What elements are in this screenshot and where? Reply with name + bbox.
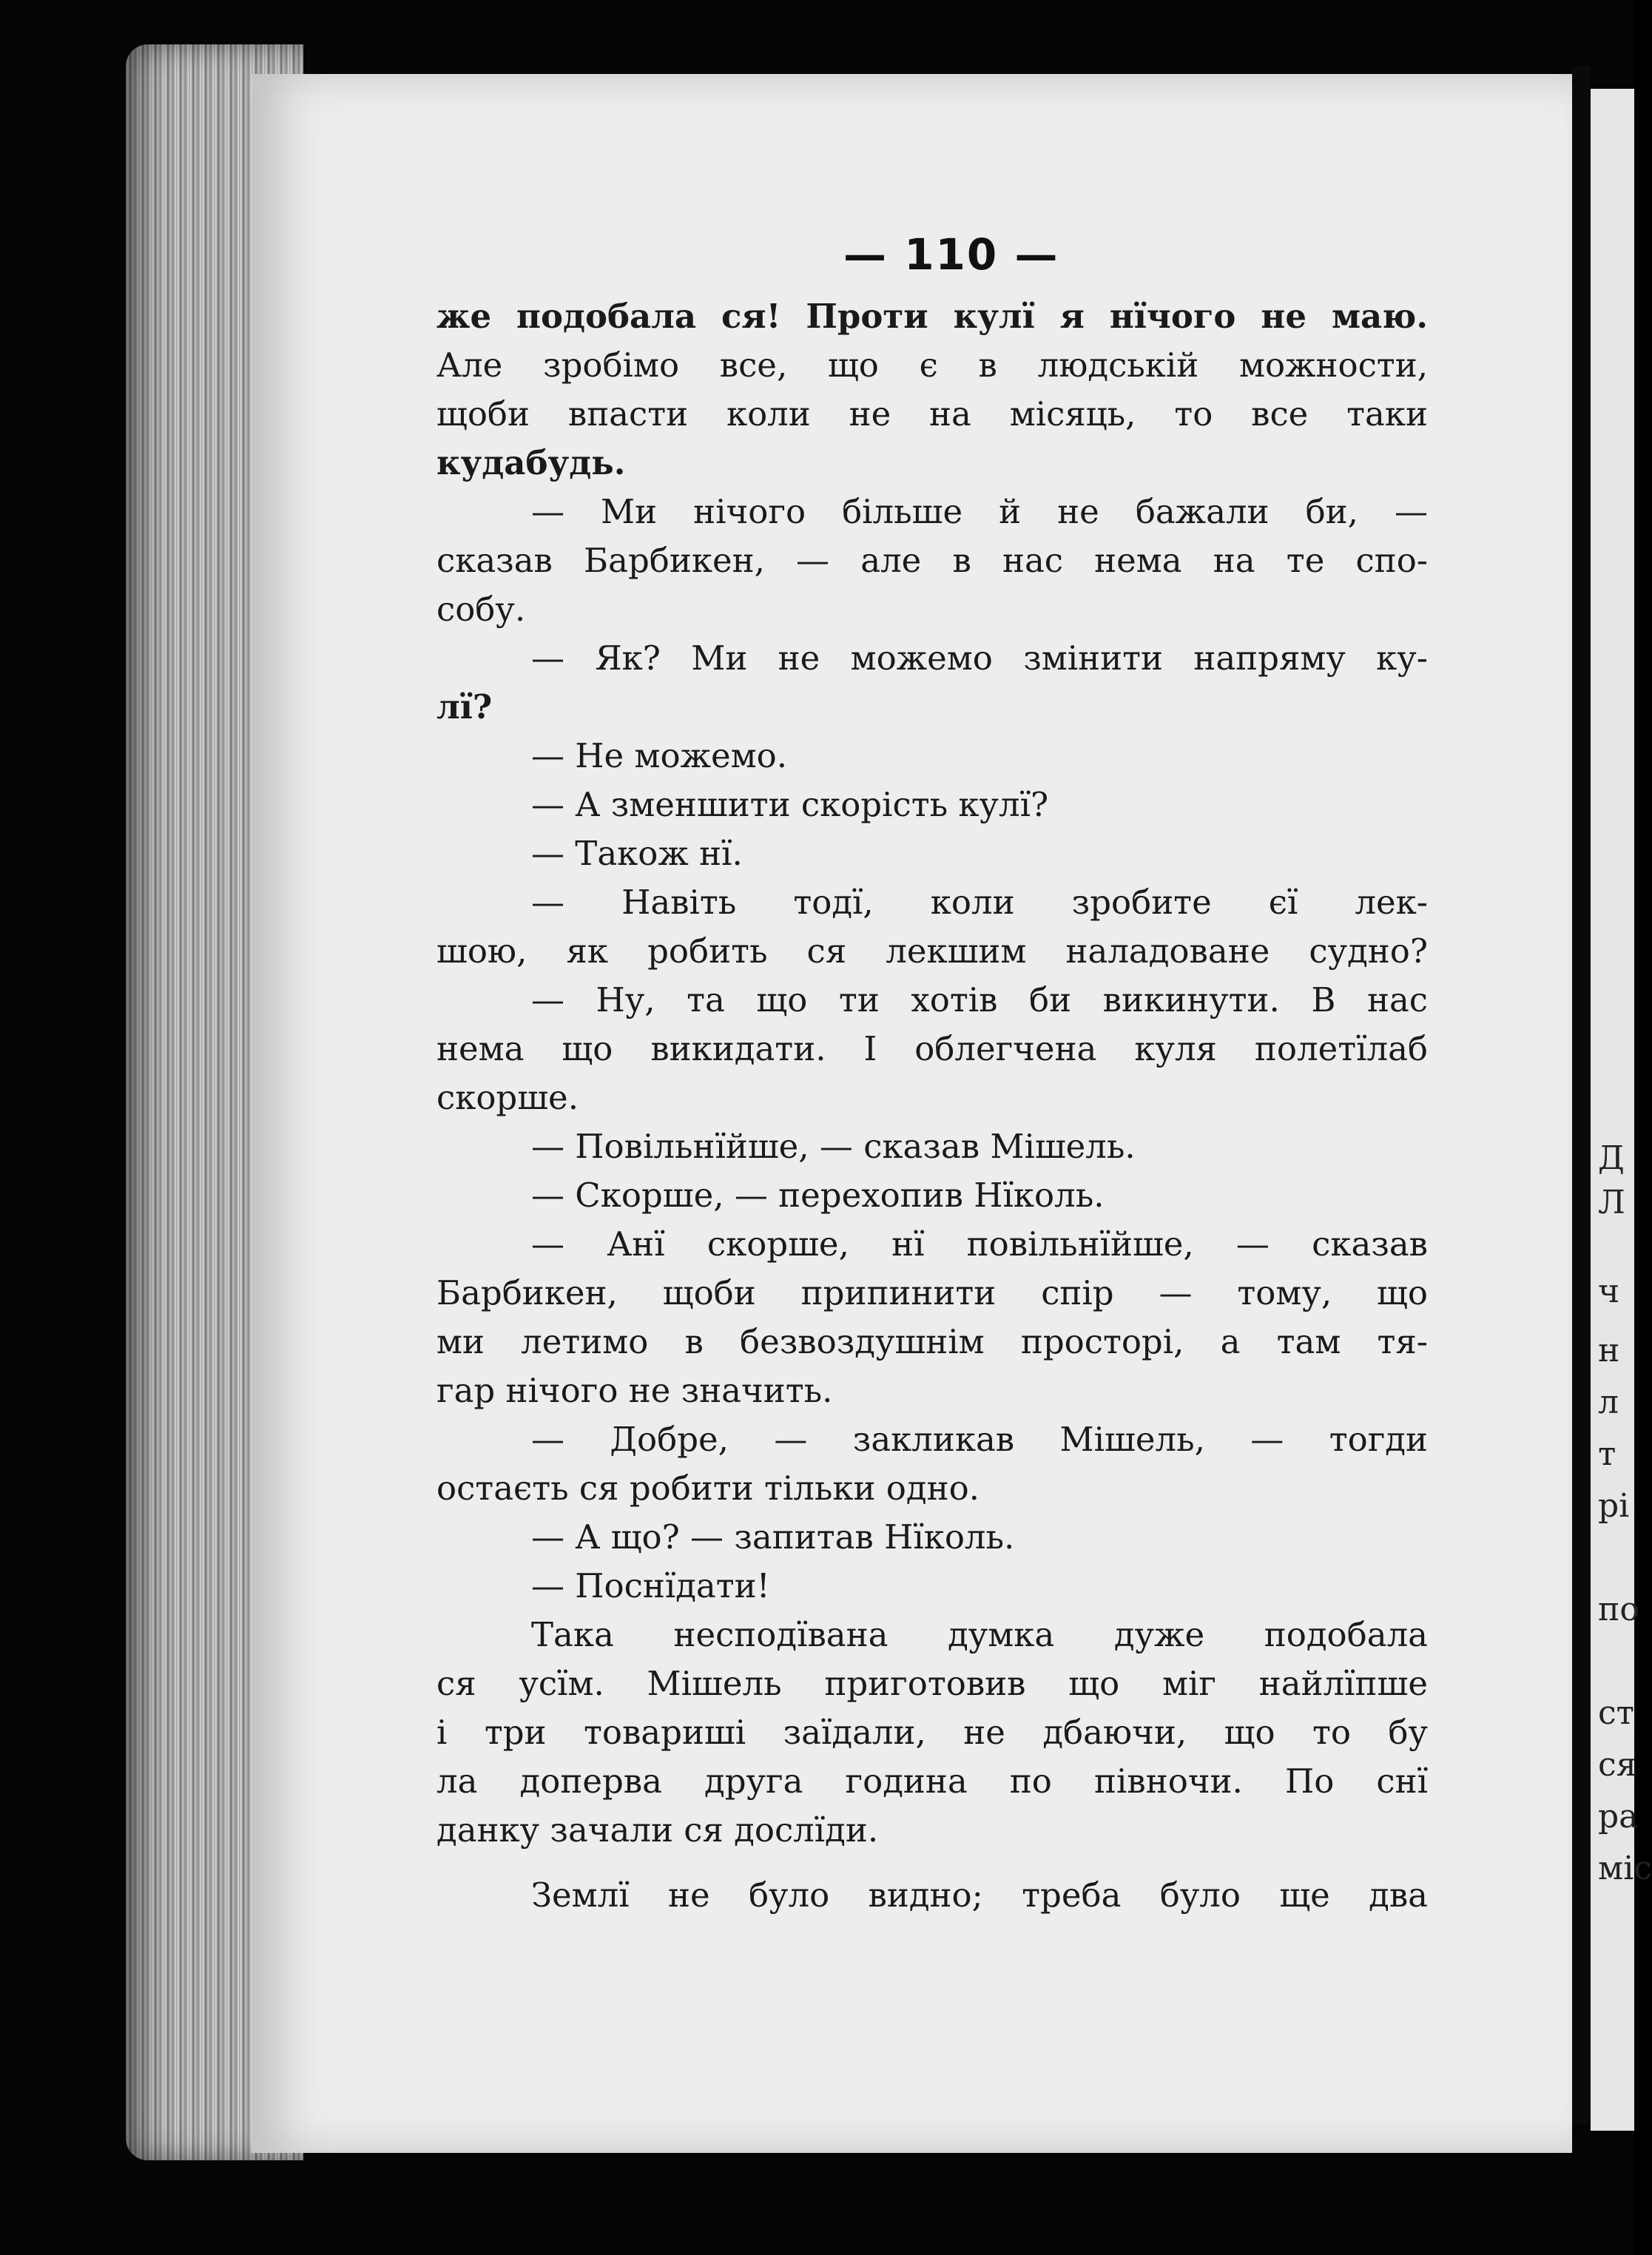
text-line: Землї не було видно; треба було ще два xyxy=(531,1875,1428,1915)
next-page-fragment: Д xyxy=(1598,1139,1625,1177)
text-line: — Скорше, — перехопив Нїколь. xyxy=(531,1176,1105,1215)
text-line: — А що? — запитав Нїколь. xyxy=(531,1517,1015,1557)
text-line: — Добре, — закликав Мішель, — тогди xyxy=(531,1420,1428,1459)
next-page-fragment: ст xyxy=(1598,1694,1634,1732)
text-line: остаєть ся робити тільки одно. xyxy=(436,1469,980,1508)
text-line: — Як? Ми не можемо змінити напряму ку- xyxy=(531,638,1428,678)
next-page-fragment: по xyxy=(1598,1591,1639,1628)
text-line: — Повільнїйше, — сказав Мішель. xyxy=(531,1127,1136,1166)
text-line: шою, як робить ся лекшим наладоване судно? xyxy=(436,931,1428,971)
next-page-fragment: т xyxy=(1598,1435,1616,1473)
text-line: Барбикен, щоби припинити спір — тому, що xyxy=(436,1273,1428,1312)
next-page-fragment: рі xyxy=(1598,1487,1630,1525)
next-page-fragment: ся xyxy=(1598,1746,1637,1784)
text-line: гар нічого не значить. xyxy=(436,1371,833,1410)
next-page-fragment: ч xyxy=(1598,1273,1620,1310)
text-line: ся усїм. Мішель приготовив що міг найлїпше xyxy=(436,1664,1428,1703)
text-line: — Навіть тодї, коли зробите єї лек- xyxy=(531,883,1428,922)
next-page-fragment: л xyxy=(1598,1383,1619,1421)
book-gutter xyxy=(1572,67,1591,2123)
text-line: — Не можемо. xyxy=(531,736,788,775)
text-line: — Поснїдати! xyxy=(531,1566,770,1605)
text-line: ми летимо в безвоздушнім просторі, а там тя- xyxy=(436,1322,1428,1361)
text-line: лї? xyxy=(436,687,493,727)
text-line: — А зменшити скорість кулї? xyxy=(531,785,1049,824)
text-line: і три товариші заїдали, не дбаючи, що то бу xyxy=(436,1713,1428,1752)
page-body-text xyxy=(436,292,1428,1920)
text-line: — Також нї. xyxy=(531,834,743,873)
next-page-fragment: міс xyxy=(1598,1850,1652,1887)
text-line: кудабудь. xyxy=(436,443,626,482)
text-line: нема що викидати. І облегчена куля полетїлаб xyxy=(436,1029,1428,1068)
text-line: же подобала ся! Проти кулї я нїчого не маю. xyxy=(436,297,1428,336)
page-number: — 110 — xyxy=(843,229,1059,280)
text-line: ла доперва друга година по півночи. По снї xyxy=(436,1762,1428,1801)
next-page-edge xyxy=(1591,89,1652,2131)
text-line: — Ну, та що ти хотів би викинути. В нас xyxy=(531,980,1428,1019)
next-page-fragment: ра xyxy=(1598,1798,1639,1836)
next-page-fragment: Л xyxy=(1598,1184,1625,1221)
text-line: — Анї скорше, нї повільнїйше, — сказав xyxy=(531,1224,1428,1264)
text-line: собу. xyxy=(436,590,526,629)
text-line: данку зачали ся дослїди. xyxy=(436,1810,879,1850)
next-page-fragment: н xyxy=(1598,1332,1620,1369)
text-line: — Ми нічого більше й не бажали би, — xyxy=(531,492,1428,531)
text-line: сказав Барбикен, — але в нас нема на те спо- xyxy=(436,541,1428,580)
text-line: щоби впасти коли не на місяць, то все таки xyxy=(436,394,1428,434)
text-line: Але зробімо все, що є в людській можности, xyxy=(436,346,1428,385)
text-line: скорше. xyxy=(436,1078,579,1117)
text-line: Така несподївана думка дуже подобала xyxy=(531,1615,1428,1654)
